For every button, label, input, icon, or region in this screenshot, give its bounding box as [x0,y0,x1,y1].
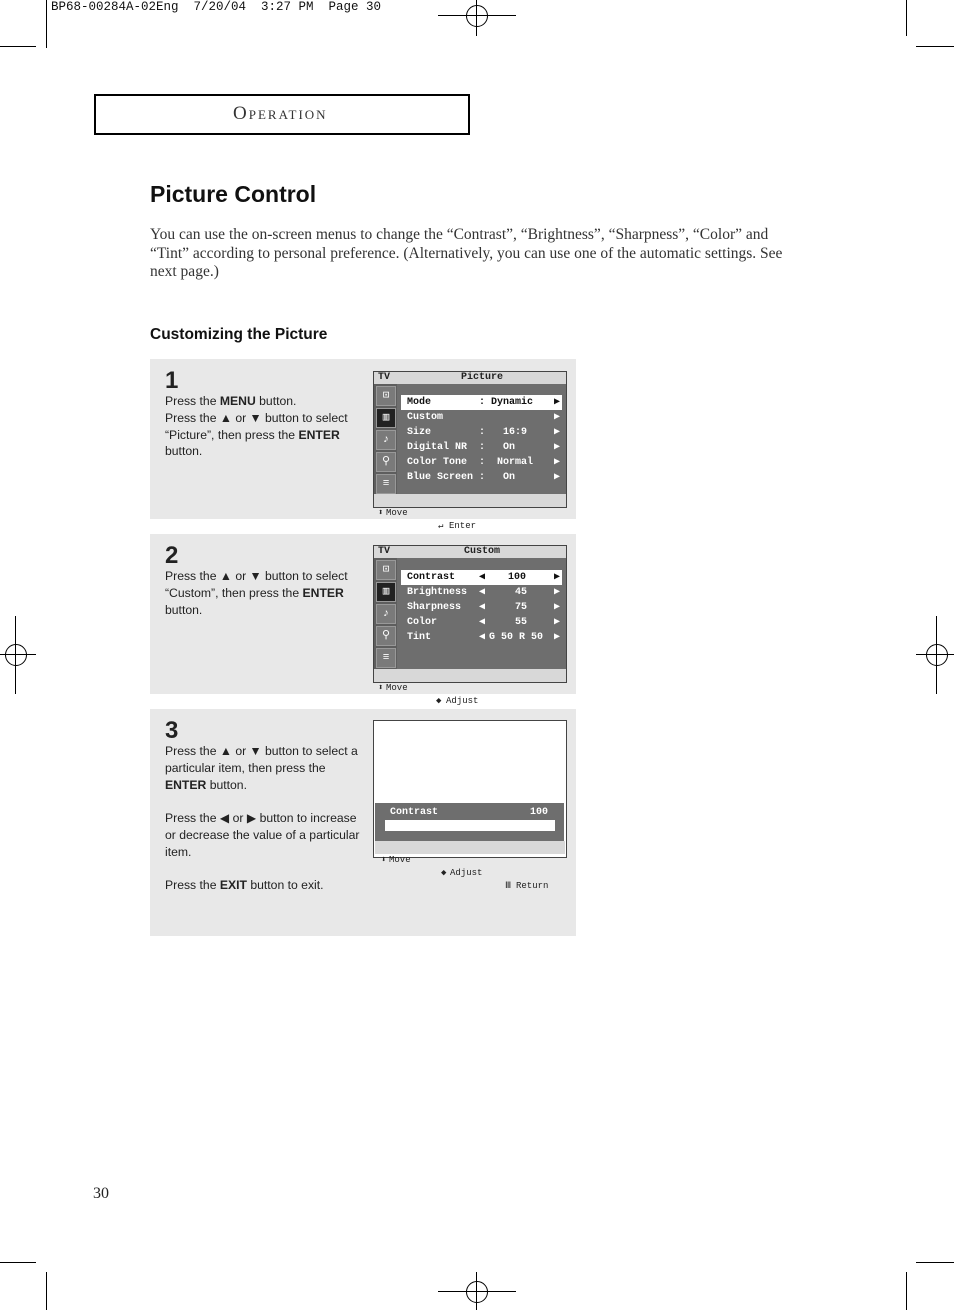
osd-row-custom[interactable]: Custom ▶ [407,412,560,423]
crop-mark [916,1262,954,1263]
osd-row-size[interactable]: Size : 16:9 ▶ [407,427,560,438]
updown-icon: ⬍ [378,508,384,518]
intro-paragraph: You can use the on-screen menus to change the “Contrast”, “Brightness”, “Sharpness”, “Color” and “Tint” according to personal preference. (Alternatively, you can use one of the automatic settings. See next page.) [150,226,783,281]
section-subtitle: Customizing the Picture [150,326,328,343]
osd-picture-menu [373,371,567,531]
osd-footer: ⬍ Move ◆ Adjust [374,669,566,682]
osd-contrast-adjust [373,720,567,891]
step-instructions: Press the MENU button. Press the ▲ or ▼ button to select “Picture”, then press the ENTER button. [165,394,348,459]
crop-mark [46,0,47,48]
sound-icon: ♪ [376,604,396,624]
osd-footer: ⬍ Move ◆ Adjust Ⅲ Return [375,841,565,854]
step-number: 3 [165,717,179,744]
osd-menu-list [401,570,562,645]
step-number: 2 [165,542,179,569]
page-title: Picture Control [150,181,317,207]
osd-row-tint[interactable]: Tint ◀ G 50 R 50 ▶ [407,632,560,643]
section-header: OPERATION [233,103,328,124]
osd-row-mode[interactable]: Mode : Dynamic ▶ [401,395,562,410]
step-number: 1 [165,367,179,394]
step-1-panel [150,359,576,531]
crop-mark [906,1272,907,1310]
osd-menu-list [401,395,562,485]
updown-icon: ⬍ [381,855,387,865]
osd-row-sharpness[interactable]: Sharpness ◀ 75 ▶ [407,602,560,613]
picture-icon: ▥ [376,582,396,602]
crop-mark [46,1272,47,1310]
adjust-value: 100 [530,807,549,818]
enter-icon: ↵ [438,521,444,531]
channel-icon: ⚲ [376,626,396,646]
osd-row-contrast[interactable]: Contrast ◀ 100 ▶ [401,570,562,585]
crop-mark [0,46,36,47]
input-icon: ⊡ [376,560,396,580]
leftright-icon: ◆ [441,868,447,878]
sound-icon: ♪ [376,430,396,450]
crop-mark [0,1262,36,1263]
setup-icon: ≡ [376,648,396,668]
step-3-panel [150,709,576,936]
osd-title: Custom [463,546,500,557]
adjust-label: Contrast [390,807,439,818]
tv-label: TV [378,546,391,557]
osd-row-blue-screen[interactable]: Blue Screen : On ▶ [407,472,560,483]
updown-icon: ⬍ [378,683,384,693]
crop-mark [916,46,954,47]
setup-icon: ≡ [376,474,396,494]
osd-row-color-tone[interactable]: Color Tone : Normal ▶ [407,457,560,468]
osd-row-digital-nr[interactable]: Digital NR : On ▶ [407,442,560,453]
osd-row-brightness[interactable]: Brightness ◀ 45 ▶ [407,587,560,598]
osd-custom-menu [373,545,567,706]
input-icon: ⊡ [376,386,396,406]
step-2-panel [150,534,576,706]
step-instructions: Press the ▲ or ▼ button to select a particular item, then press the ENTER button. Press the ◀ or ▶ button to increase or decrease the value of a particular item. Press the EXIT button to exit. [165,744,360,893]
osd-footer: ⬍ Move ↵ Enter [374,494,566,507]
page-number: 30 [93,1185,109,1202]
crop-mark [906,0,907,36]
tv-label: TV [378,372,391,383]
osd-title: Picture [460,372,503,383]
leftright-icon: ◆ [436,696,442,706]
print-slug: BP68-00284A-02Eng 7/20/04 3:27 PM Page 30 [51,0,382,14]
adjust-slider[interactable] [385,820,555,831]
osd-row-color[interactable]: Color ◀ 55 ▶ [407,617,560,628]
picture-icon: ▥ [376,408,396,428]
channel-icon: ⚲ [376,452,396,472]
step-instructions: Press the ▲ or ▼ button to select “Custom”, then press the ENTER button. [165,569,348,617]
menu-icon: Ⅲ [505,881,512,891]
